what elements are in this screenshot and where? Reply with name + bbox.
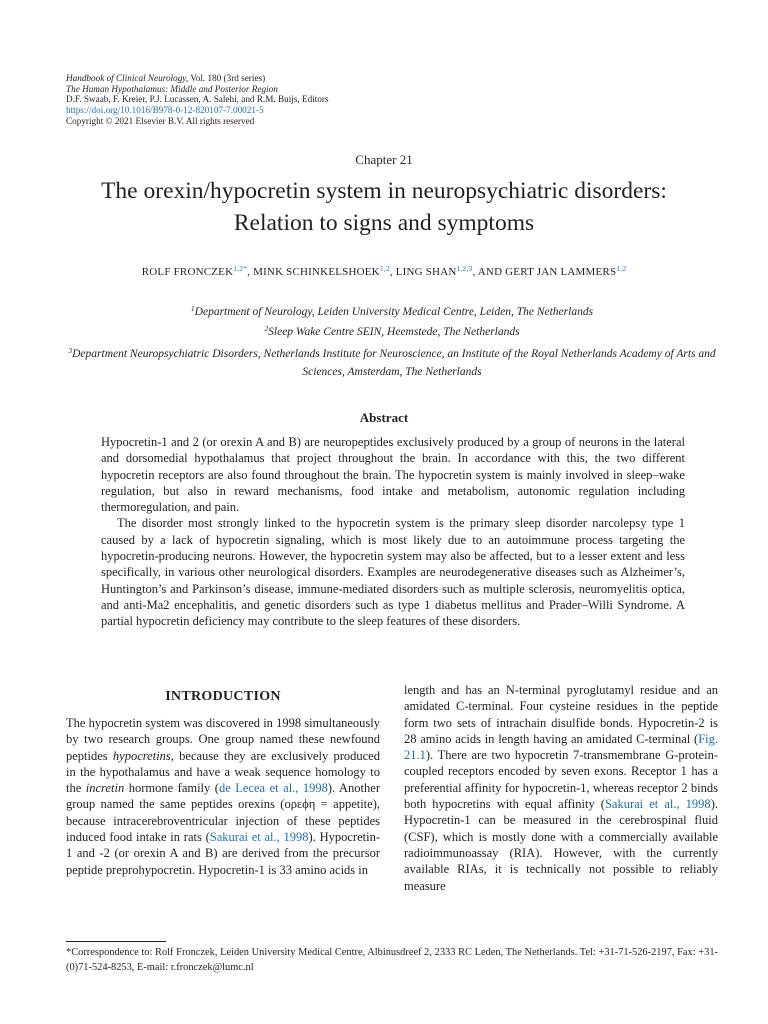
body-column-right — [404, 682, 718, 894]
citation-link[interactable]: Sakurai et al., 1998 — [209, 830, 309, 845]
author-affiliation-ref[interactable]: 1,2* — [233, 264, 248, 273]
author-list — [0, 264, 768, 278]
citation-link[interactable]: Sakurai et al., 1998 — [604, 797, 711, 812]
author-affiliation-ref[interactable]: 1,2,3 — [456, 264, 473, 273]
author-name: , MINK SCHINKELSHOEK — [247, 266, 380, 278]
author-name: ROLF FRONCZEK — [141, 266, 234, 278]
chapter-number: Chapter 21 — [355, 152, 413, 167]
figure-link[interactable]: Fig. 21.1 — [404, 731, 718, 763]
correspondence-footnote: *Correspondence to: Rolf Fronczek, Leiden University Medical Centre, Albinusdreef 2, 2333 RC Leden, The Netherlands. Tel: +31-71-526-2197, Fax: +31-(0)71-524-8253, E-mail: r.fronczek@lumc.nl — [66, 947, 718, 973]
copyright: Copyright © 2021 Elsevier B.V. All rights reserved — [66, 115, 255, 126]
citation-link[interactable]: de Lecea et al., 1998 — [218, 781, 328, 796]
affiliation-2: $^2$Sleep Wake Centre SEIN, Heemstede, The Netherlands — [264, 324, 520, 338]
book-header — [66, 73, 329, 127]
abstract-paragraph: Hypocretin-1 and 2 (or orexin A and B) are neuropeptides exclusively produced by a group of neurons in the lateral and dorsomedial hypothalamus that project throughout the brain. In accordance with this, the two different hypocretin receptors are also found throughout the brain. The hypocretin system is mainly involved in sleep–wake regulation, but also in reward mechanisms, food intake and metabolism, autonomic regulation including thermoregulation, and pain. — [101, 435, 685, 515]
footnote-divider — [66, 941, 166, 942]
affiliation-3: $^3$Department Neuropsychiatric Disorders, Netherlands Institute for Neuroscience, an Institute of the Royal Netherlands Academy of Arts and Sciences, Amsterdam, The Netherlands — [68, 346, 716, 378]
body-paragraph: The hypocretin system was discovered in 1998 simultaneously by two research groups. One group named these newfound peptides hypocretins, because they are exclusively produced in the hypothalamus and have a weak sequence homology to the incretin hormone family (de Lecea et al., 1998). Another group named the same peptides orexins (ορεϕη = appetite), because intracerebroventricular injection of these peptides induced food intake in rats (Sakurai et al., 1998). Hypocretin-1 and -2 (or orexin A and B) are derived from the precursor peptide preprohypocretin. Hypocretin-1 is 33 amino acids in — [66, 716, 380, 877]
editors: D.F. Swaab, F. Kreier, P.J. Lucassen, A. Salehi, and R.M. Buijs, Editors — [66, 94, 329, 105]
affiliation-1: $^1$Department of Neurology, Leiden University Medical Centre, Leiden, The Netherlands — [190, 304, 594, 318]
body-paragraph: length and has an N-terminal pyroglutamyl residue and an amidated C-terminal. Four cysteine residues in the peptide form two sets of intrachain disulfide bonds. Hypocretin-2 is 28 amino acids in length having an amidated C-terminal (Fig. 21.1). There are two hypocretin 7-transmembrane G-protein-coupled receptors encoded by seven exons. Receptor 1 has a preferential affinity for hypocretin-1, whereas receptor 2 binds both hypocretins with equal affinity (Sakurai et al., 1998). Hypocretin-1 can be measured in the cerebrospinal fluid (CSF), which is mostly done with a commercially available radioimmunoassay (RIA). However, with the currently available RIAs, it is technically not possible to reliably measure — [404, 683, 718, 893]
abstract — [101, 434, 685, 630]
volume-info: Vol. 180 (3rd series) — [188, 73, 266, 83]
author-affiliation-ref[interactable]: 1,2 — [379, 264, 390, 273]
book-subtitle: The Human Hypothalamus: Middle and Posterior Region — [66, 83, 278, 94]
author-name: , AND GERT JAN LAMMERS — [472, 266, 617, 278]
series-title: Handbook of Clinical Neurology, — [66, 73, 189, 83]
author-name: , LING SHAN — [389, 266, 457, 278]
author-affiliation-ref[interactable]: 1,2 — [616, 264, 627, 273]
abstract-heading: Abstract — [359, 410, 409, 425]
doi-link[interactable]: https://doi.org/10.1016/B978-0-12-820107-7.00021-5 — [66, 105, 264, 116]
title-line-1: The orexin/hypocretin system in neuropsychiatric disorders: — [101, 178, 667, 204]
body-column-left — [66, 715, 380, 878]
section-heading-introduction: INTRODUCTION — [165, 689, 281, 704]
chapter-title — [40, 175, 728, 239]
title-line-2: Relation to signs and symptoms — [233, 210, 535, 236]
abstract-paragraph: The disorder most strongly linked to the hypocretin system is the primary sleep disorder narcolepsy type 1 caused by a lack of hypocretin signaling, which is most likely due to an autoimmune process targeting the hypocretin-producing neurons. However, the hypocretin system may also be affected, but to a lesser extent and less specifically, in various other neurological disorders. Examples are neurodegenerative diseases such as Alzheimer’s, Huntington’s and Parkinson’s disease, immune-mediated disorders such as multiple sclerosis, neuromyelitis optica, and anti-Ma2 encephalitis, and genetic disorders such as type 1 diabetus mellitus and Prader–Willi Syndrome. A partial hypocretin deficiency may contribute to the sleep features of these disorders. — [101, 516, 685, 629]
